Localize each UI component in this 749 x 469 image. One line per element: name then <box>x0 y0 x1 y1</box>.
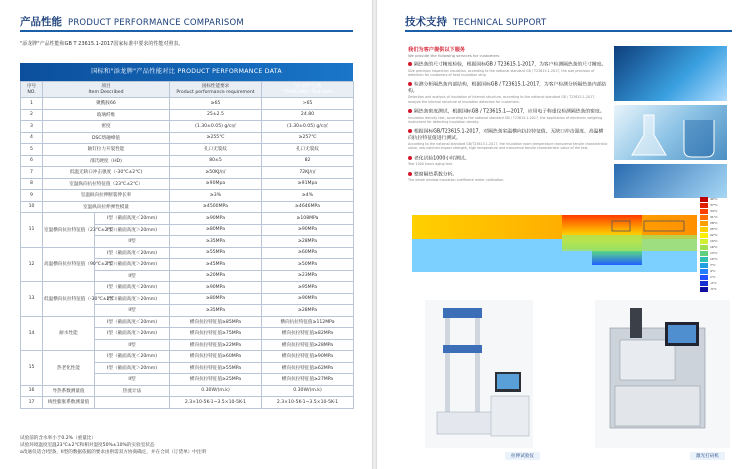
row-test: 横向抗拉特征值≥82MPa <box>262 328 354 340</box>
legend-swatch <box>700 251 708 256</box>
legend-label: 31°C <box>710 215 718 219</box>
row-requirement: ≥20MPa <box>170 270 262 282</box>
row-subtype: I型（截面高度＞20mm) <box>95 259 170 271</box>
service-item <box>408 129 608 151</box>
row-test: ≥23MPa <box>262 270 354 282</box>
row-requirement: 横向抗拉特征值≥22MPa <box>170 339 262 351</box>
row-no: 10 <box>21 201 43 213</box>
legend-swatch <box>700 275 708 280</box>
row-subtype: II型 <box>95 305 170 317</box>
row-subtype: I型（截面高度＜20mm) <box>95 213 170 225</box>
service-zh <box>408 129 608 142</box>
row-requirement: ≥50KJ/㎡ <box>170 167 262 179</box>
row-requirement: ≥55MPa <box>170 247 262 259</box>
service-zh <box>408 156 608 163</box>
legend-label: -2°C <box>710 281 717 285</box>
row-item: 耐水性能 <box>43 316 95 351</box>
table-row <box>21 167 354 179</box>
row-test: ≥90MPa <box>262 224 354 236</box>
legend-swatch <box>700 287 708 292</box>
intro-text: "添龙牌"产品性能和GB T 23615.1-2017国家标准中要求的性能对照表。 <box>20 41 184 47</box>
laser-marker-image <box>595 300 730 448</box>
service-item <box>408 172 608 183</box>
row-no: 7 <box>21 167 43 179</box>
support-heading <box>405 14 546 29</box>
row-item: 低温横向抗拉特征值（-30℃±2℃） <box>43 282 95 317</box>
row-item: 邵氏硬度（HD) <box>43 155 170 167</box>
row-requirement: ≥90MPa <box>170 213 262 225</box>
tensile-caption: 拉伸试验仪 <box>505 452 540 460</box>
row-item: 导热系数测量值 <box>43 385 95 397</box>
row-requirement: ≥90Mpa <box>170 178 262 190</box>
service-en: The whole window insulation coefficient meter calibration. <box>408 178 505 183</box>
performance-table <box>20 63 353 409</box>
row-requirement: 0.30W/(m.k) <box>170 385 262 397</box>
service-en: Test 1000 hours aging test. <box>408 162 453 167</box>
services-title: 我们为客户提供以下服务 <box>408 47 466 53</box>
temperature-legend <box>700 196 730 296</box>
legend-label: 13°C <box>710 251 718 255</box>
beaker-icon <box>614 105 727 160</box>
service-zh-text: 检测分析隔热条内部结构，根据国标GB / T23615.1-2017，为客户检测分析隔热条内部结构。 <box>408 82 607 94</box>
row-no: 4 <box>21 132 43 144</box>
row-requirement: 横向抗拉特征值≥85MPa <box>170 316 262 328</box>
note-3: a改通仅适合I型条，II型的数据依据的要求由供需双方协商确定，并在合同（订货单）中注明 <box>20 450 207 455</box>
table-row <box>21 316 354 328</box>
heading-en: PRODUCT PERFORMANCE COMPARISOM <box>68 18 244 28</box>
legend-label: 7°C <box>710 263 716 267</box>
row-requirement: 孔口无裂纹 <box>170 144 262 156</box>
service-en: According to the national standard GB/T23615.1-2017, the insulation room temperature transverse tensile characteristic value, row notched impact strength, high temperature and transverse tensile characteristic value of the test. <box>408 142 608 151</box>
row-subtype: I型（截面高度＞20mm) <box>95 293 170 305</box>
left-page <box>0 0 372 469</box>
row-test: ≥95MPa <box>262 282 354 294</box>
legend-swatch <box>700 269 708 274</box>
row-item: 室温纵向拉伸弹性模量 <box>43 201 170 213</box>
row-test: (1.30±0.05) g/c㎡ <box>262 121 354 133</box>
row-subtype: I型（截面高度＞20mm) <box>95 328 170 340</box>
service-zh <box>408 62 608 69</box>
legend-swatch <box>700 227 708 232</box>
service-en: Insulation density test, according to the national standard GB / T23615.1-2017, the application of electronic weighing instrument for detecting insulation density. <box>408 115 603 124</box>
table-row <box>21 397 354 409</box>
heading-rule <box>20 30 353 32</box>
service-item <box>408 109 608 124</box>
row-subtype: I型（截面高度＜20mm) <box>95 247 170 259</box>
row-item: 玻璃纤维 <box>43 109 170 121</box>
bullet-icon <box>408 82 412 86</box>
row-item: 室温纵向抗拉特征值（23℃±2℃） <box>43 178 170 190</box>
flask-image <box>614 164 727 198</box>
table-row <box>21 121 354 133</box>
row-subtype: 热流计法 <box>95 385 170 397</box>
row-test: ≥28MPa <box>262 305 354 317</box>
legend-label: 22°C <box>710 233 718 237</box>
row-test: ≥91Mpa <box>262 178 354 190</box>
row-test: 横向抗拉特征值≥62MPa <box>262 362 354 374</box>
row-item: 室温纵向拉伸断裂伸长率 <box>43 190 170 202</box>
row-no: 5 <box>21 144 43 156</box>
row-subtype: II型 <box>95 374 170 386</box>
legend-label: 25°C <box>710 227 718 231</box>
row-test: 横向抗拉特征值≥90MPa <box>262 351 354 363</box>
header-test-data: "添龙牌"实测 "TIANLONG" Test data <box>262 82 354 98</box>
legend-label: 34°C <box>710 209 718 213</box>
table-row <box>21 155 354 167</box>
row-requirement: ≥80MPa <box>170 224 262 236</box>
row-test: 72KJ/㎡ <box>262 167 354 179</box>
table-row <box>21 282 354 294</box>
services-subtitle: We provide the following services for customers <box>408 53 500 58</box>
table-row <box>21 351 354 363</box>
row-no: 1 <box>21 98 43 110</box>
legend-label: 37°C <box>710 203 718 207</box>
row-item: 聚酰胺66 <box>43 98 170 110</box>
lab-glassware-image <box>614 105 727 160</box>
legend-label: 1°C <box>710 275 716 279</box>
service-zh-text: 根据国标GB/T23615.1-2017，对隔热条室温横向抗拉特征值、无缺口冲击强度、高温横向抗拉特征值进行测试。 <box>408 129 604 141</box>
row-test: 82 <box>262 155 354 167</box>
services-list <box>408 46 608 188</box>
legend-swatch <box>700 197 708 202</box>
laser-marker-icon <box>595 300 730 448</box>
row-requirement: 横向抗拉特征值≥55MPa <box>170 362 262 374</box>
service-en: Detection and analysis of insulation of internal structure, according to the national standard GB / T23615.1-2017, analyze the internal structure of insulation detection for customers. <box>408 95 596 104</box>
row-requirement: 横向抗拉特征值≥75MPa <box>170 328 262 340</box>
row-subtype: II型 <box>95 236 170 248</box>
row-test: ≥257℃ <box>262 132 354 144</box>
table-row <box>21 201 354 213</box>
legend-swatch <box>700 239 708 244</box>
row-no: 11 <box>21 213 43 248</box>
row-item: 低温无缺口冲击强度（-30℃±2℃) <box>43 167 170 179</box>
table-notes <box>20 435 206 456</box>
service-zh-text: 隔热条密度测试，根据国标GB / T23615.1—2017，应用电子称重仪检测隔热条的密度。 <box>414 109 605 115</box>
legend-label: 16°C <box>710 245 718 249</box>
profile-render-image <box>614 46 727 101</box>
bullet-icon <box>408 129 412 133</box>
row-requirement: 横向抗拉特征值≥25MPa <box>170 374 262 386</box>
row-no: 6 <box>21 155 43 167</box>
service-en: Size precision inspection insulation, according to the national standard GB / T23615.1-2017, the size precision of detection for customers of heat insulation strip. <box>408 68 595 77</box>
legend-swatch <box>700 233 708 238</box>
row-subtype: II型 <box>95 270 170 282</box>
service-zh <box>408 172 608 179</box>
row-subtype: I型（截面高度＞20mm) <box>95 362 170 374</box>
row-test: 0.30W/(m.k) <box>262 385 354 397</box>
table-row <box>21 132 354 144</box>
row-test: 横向抗拉特征值≥28MPa <box>262 339 354 351</box>
row-item: 高温横向抗拉特征值（90℃±2℃） <box>43 247 95 282</box>
row-test: ≥50MPa <box>262 259 354 271</box>
legend-entry <box>700 286 730 292</box>
row-subtype: I型（截面高度＞20mm) <box>95 224 170 236</box>
thermal-simulation-image <box>412 215 697 272</box>
tensile-tester-image <box>425 300 533 448</box>
laser-caption: 激光打码机 <box>690 452 725 460</box>
row-requirement: ≥90MPa <box>170 282 262 294</box>
row-test: ≥4% <box>262 190 354 202</box>
row-requirement: (1.30±0.05) g/c㎡ <box>170 121 262 133</box>
bullet-icon <box>408 156 412 160</box>
row-requirement: ≥80MPa <box>170 293 262 305</box>
row-requirement: ≥4500MPa <box>170 201 262 213</box>
legend-label: 19°C <box>710 239 718 243</box>
row-no: 12 <box>21 247 43 282</box>
row-item: 密度 <box>43 121 170 133</box>
table-row <box>21 109 354 121</box>
legend-swatch <box>700 257 708 262</box>
row-test: 2.3×10-5K-1~3.5×10-5K-1 <box>262 397 354 409</box>
header-no: 序号 NO. <box>21 82 43 98</box>
table-row <box>21 178 354 190</box>
row-no: 14 <box>21 316 43 351</box>
support-heading-zh: 技术支持 <box>405 16 447 28</box>
row-requirement: ≥35MPa <box>170 236 262 248</box>
note-1: 试验前的含水率小于0.2%（重量比） <box>20 436 96 441</box>
row-subtype: I型（截面高度＜20mm) <box>95 282 170 294</box>
performance-heading <box>20 14 244 29</box>
legend-label: 10°C <box>710 257 718 261</box>
table-row <box>21 144 354 156</box>
legend-label: -5°C <box>710 287 717 291</box>
legend-swatch <box>700 221 708 226</box>
table-row <box>21 213 354 225</box>
header-requirement: 国标性能要求 Product performance requirement <box>170 82 262 98</box>
service-zh-text: 老化试验1000小时测试。 <box>414 156 470 162</box>
row-item: 轴钉拉力开裂性能 <box>43 144 170 156</box>
row-test: 孔口无裂纹 <box>262 144 354 156</box>
legend-swatch <box>700 263 708 268</box>
table-header-row <box>21 82 354 98</box>
row-item: 热老化性能 <box>43 351 95 386</box>
table-row <box>21 385 354 397</box>
row-requirement: ≥255℃ <box>170 132 262 144</box>
row-no: 15 <box>21 351 43 386</box>
support-heading-rule <box>405 30 732 32</box>
legend-swatch <box>700 209 708 214</box>
service-item <box>408 62 608 77</box>
row-test: ≥90MPa <box>262 293 354 305</box>
legend-label: 4°C <box>710 269 716 273</box>
row-item: DSC熔融峰值 <box>43 132 170 144</box>
row-item: 线性膨胀系数测量值 <box>43 397 95 409</box>
table-row <box>21 247 354 259</box>
table-row <box>21 98 354 110</box>
row-requirement: 25±2.5 <box>170 109 262 121</box>
row-test: 24.80 <box>262 109 354 121</box>
row-no: 2 <box>21 109 43 121</box>
row-no: 17 <box>21 397 43 409</box>
row-test: >65 <box>262 98 354 110</box>
row-requirement: ≥35MPa <box>170 305 262 317</box>
note-2: 试验环境温度室温23℃±2℃和相对湿度50%±10%的实验室状态 <box>20 443 155 448</box>
service-item <box>408 82 608 104</box>
row-requirement: 2.3×10-5K-1~3.5×10-5K-1 <box>170 397 262 409</box>
legend-swatch <box>700 281 708 286</box>
bullet-icon <box>408 172 412 176</box>
tensile-tester-icon <box>425 300 533 448</box>
performance-grid <box>20 81 354 409</box>
row-no: 8 <box>21 178 43 190</box>
row-no: 3 <box>21 121 43 133</box>
row-test: ≥4646MPa <box>262 201 354 213</box>
legend-swatch <box>700 215 708 220</box>
header-item: 项目 Item Described <box>43 82 170 98</box>
row-requirement: 80±5 <box>170 155 262 167</box>
service-zh <box>408 109 608 116</box>
row-test: 横向抗拉特征值≥27MPa <box>262 374 354 386</box>
table-title: 国标和"添龙牌"产品性能对比 PRODUCT PERFORMANCE DATA <box>20 63 353 81</box>
bullet-icon <box>408 62 412 66</box>
table-row <box>21 190 354 202</box>
row-requirement: ≥3% <box>170 190 262 202</box>
row-test: ≥60MPa <box>262 247 354 259</box>
row-no: 16 <box>21 385 43 397</box>
row-subtype: I型（截面高度＜20mm) <box>95 351 170 363</box>
row-no: 9 <box>21 190 43 202</box>
row-subtype: II型 <box>95 339 170 351</box>
row-test: ≥108MPa <box>262 213 354 225</box>
row-requirement: ≥45MPa <box>170 259 262 271</box>
row-requirement: 横向抗拉特征值≥60MPa <box>170 351 262 363</box>
legend-swatch <box>700 245 708 250</box>
service-item <box>408 156 608 167</box>
support-heading-en: TECHNICAL SUPPORT <box>453 18 547 28</box>
legend-label: 28°C <box>710 221 718 225</box>
bullet-icon <box>408 109 412 113</box>
heading-zh: 产品性能 <box>20 16 62 28</box>
legend-swatch <box>700 203 708 208</box>
row-test: ≥28MPa <box>262 236 354 248</box>
legend-label: 40°C <box>710 197 718 201</box>
row-subtype <box>95 397 170 409</box>
row-no: 13 <box>21 282 43 317</box>
service-zh <box>408 82 608 95</box>
row-requirement: ≥65 <box>170 98 262 110</box>
row-subtype: I型（截面高度＜20mm) <box>95 316 170 328</box>
row-item: 室温横向抗拉特征值（23℃±2℃） <box>43 213 95 248</box>
service-zh-text: 隔热条的尺寸精度检验，根据国标GB / T23615.1-2017，为客户检测隔热条的尺寸精度。 <box>414 62 607 68</box>
row-test: 横向抗拉特征值≥112MPa <box>262 316 354 328</box>
service-zh-text: 整窗隔热系数分析。 <box>414 172 458 178</box>
